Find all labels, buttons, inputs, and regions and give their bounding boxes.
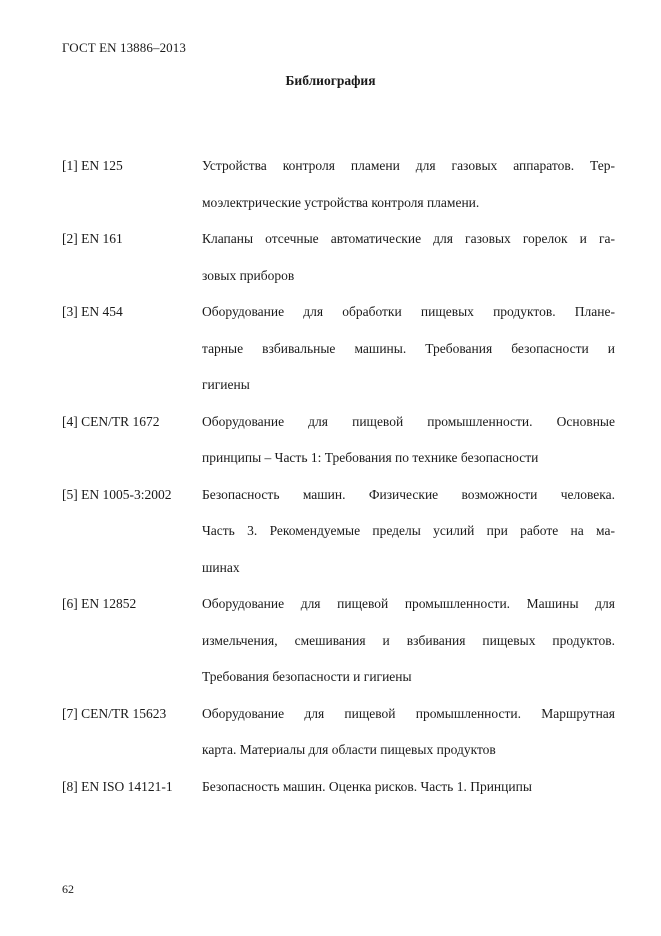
reference-description-line: Часть 3. Рекомендуемые пределы усилий при работе на ма- — [202, 523, 615, 538]
page-number: 62 — [62, 882, 74, 896]
bibliography-entry — [62, 148, 615, 221]
reference-code: [7] CEN/TR 15623 — [62, 705, 167, 721]
bibliography-entry — [62, 696, 615, 769]
bibliography-list — [62, 148, 615, 805]
reference-description-line: тарные взбивальные машины. Требования безопасности и — [202, 340, 615, 356]
bibliography-entry — [62, 221, 615, 294]
reference-code: [5] EN 1005-3:2002 — [62, 486, 172, 502]
reference-description — [202, 769, 615, 806]
reference-description — [202, 404, 615, 477]
reference-description-line: Оборудование для пищевой промышленности. Машины для — [202, 596, 615, 611]
reference-code: [2] EN 161 — [62, 231, 123, 246]
reference-description-line: шинах — [202, 559, 240, 575]
reference-description — [202, 294, 615, 404]
reference-code: [8] EN ISO 14121-1 — [62, 778, 173, 794]
reference-code: [3] EN 454 — [62, 304, 123, 319]
reference-description-line: принципы – Часть 1: Требования по технике безопасности — [202, 450, 539, 465]
bibliography-entry — [62, 586, 615, 696]
reference-description-line: зовых приборов — [202, 267, 295, 283]
bibliography-entry — [62, 404, 615, 477]
reference-description-line: Требования безопасности и гигиены — [202, 669, 412, 684]
reference-description-line: карта. Материалы для области пищевых продуктов — [202, 742, 496, 757]
reference-description-line: Безопасность машин. Физические возможности человека. — [202, 486, 615, 502]
reference-description — [202, 477, 615, 587]
page-title: Библиография — [285, 73, 376, 88]
reference-description — [202, 586, 615, 696]
document-header: ГОСТ EN 13886–2013 — [62, 40, 186, 55]
reference-description-line: гигиены — [202, 377, 250, 392]
reference-description-line: моэлектрические устройства контроля пламени. — [202, 194, 480, 210]
reference-description-line: Клапаны отсечные автоматические для газовых горелок и га- — [202, 231, 615, 246]
reference-description-line: Оборудование для пищевой промышленности. Основные — [202, 413, 615, 429]
bibliography-entry — [62, 294, 615, 404]
reference-description-line: измельчения, смешивания и взбивания пищевых продуктов. — [202, 632, 615, 648]
reference-description — [202, 221, 615, 294]
reference-description — [202, 148, 615, 221]
reference-description-line: Оборудование для пищевой промышленности. Маршрутная — [202, 705, 615, 721]
reference-description — [202, 696, 615, 769]
reference-code: [4] CEN/TR 1672 — [62, 413, 160, 429]
reference-code: [1] EN 125 — [62, 158, 123, 173]
reference-description-line: Безопасность машин. Оценка рисков. Часть 1. Принципы — [202, 778, 532, 794]
bibliography-entry — [62, 769, 615, 806]
bibliography-entry — [62, 477, 615, 587]
reference-description-line: Устройства контроля пламени для газовых аппаратов. Тер- — [202, 158, 615, 173]
reference-code: [6] EN 12852 — [62, 596, 137, 611]
reference-description-line: Оборудование для обработки пищевых продуктов. Плане- — [202, 304, 615, 319]
